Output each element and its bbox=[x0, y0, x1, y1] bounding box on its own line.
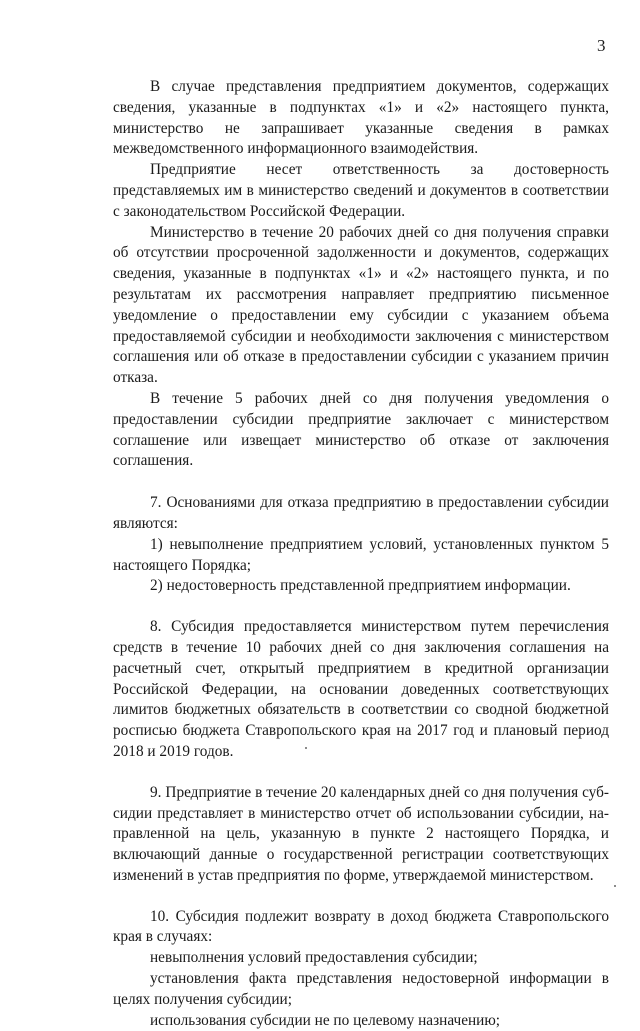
section-10-item: невыполнения условий предоставления субсидии; bbox=[150, 949, 478, 967]
section-10-item: использования субсидии не по целевому назначению; bbox=[150, 1011, 501, 1029]
paragraph-agreement: В течение 5 рабочих дней со дня получения уведомления о предоставлении субсидии предприятие заключает с министерством соглашение или извещает министерство об отказе от заключения соглашения. bbox=[113, 389, 609, 470]
document-body bbox=[113, 77, 609, 1031]
section-10-intro: 10. Субсидия подлежит возврату в доход бюджета Ставропольского края в случаях: bbox=[113, 907, 609, 946]
section-7-item: 2) недостоверность представленной предприятием информации. bbox=[150, 577, 571, 595]
section-10-item: установления факта представления недостоверной информации в целях получения субсидии; bbox=[113, 970, 609, 1008]
paragraph-responsibility: Предприятие несет ответственность за достоверность представляемых им в министерство сведений и документов в соответствии с законодательством Российской Федерации. bbox=[113, 161, 609, 220]
section-8-text: 8. Субсидия предоставляется министерством путем перечисления средств в течение 10 рабочих дней со дня заключения соглашения на расчетный счет, открытый предприятием в кредитной организации Российской Федерации, на основании доведенных соответствующих лимитов бюджетных обязательств в соответствии со сводной бюджетной росписью бюджета Ставропольского края на 2017 год и плановый период 2018 и 2019 годов. bbox=[113, 618, 609, 760]
paragraph-documents-submitted: В случае представления предприятием документов, содержащих сведения, указанные в подпунктах «1» и «2» настоящего пункта, министерство не запрашивает указанные сведения в рамках межведомственного информационного взаимодействия. bbox=[113, 78, 609, 158]
section-8 bbox=[113, 617, 609, 763]
scan-artifact bbox=[305, 747, 307, 749]
section-10 bbox=[113, 907, 609, 1031]
section-7-intro: 7. Основаниями для отказа предприятию в предоставлении субсидии являются: bbox=[113, 494, 609, 532]
section-9-text: 9. Предприятие в течение 20 календарных дней со дня получения субсидии представляет в министерство отчет об использовании субсидии, направленной на цель, указанную в пункте 2 настоящего Порядка, и включающий данные о государственной регистрации соответствующих изменений в устав предприятия по форме, утверждаемой министерством. bbox=[113, 783, 609, 884]
paragraph-ministry-decision: Министерство в течение 20 рабочих дней со дня получения справки об отсутствии просроченной задолженности и документов, содержащих сведения, указанные в подпунктах «1» и «2» настоящего пункта, и по результатам их рассмотрения направляет предприятию письменное уведомление о предоставлении ему субсидии с указанием объема предоставляемой субсидии и необходимости заключения с министерством соглашения или об отказе в предоставлении субсидии с указанием причин отказа. bbox=[113, 223, 609, 387]
section-7 bbox=[113, 493, 609, 597]
section-9 bbox=[113, 783, 609, 887]
page-number: 3 bbox=[597, 36, 606, 55]
section-7-item: 1) невыполнение предприятием условий, установленных пунктом 5 настоящего Порядка; bbox=[113, 535, 609, 574]
scan-artifact bbox=[614, 885, 616, 887]
